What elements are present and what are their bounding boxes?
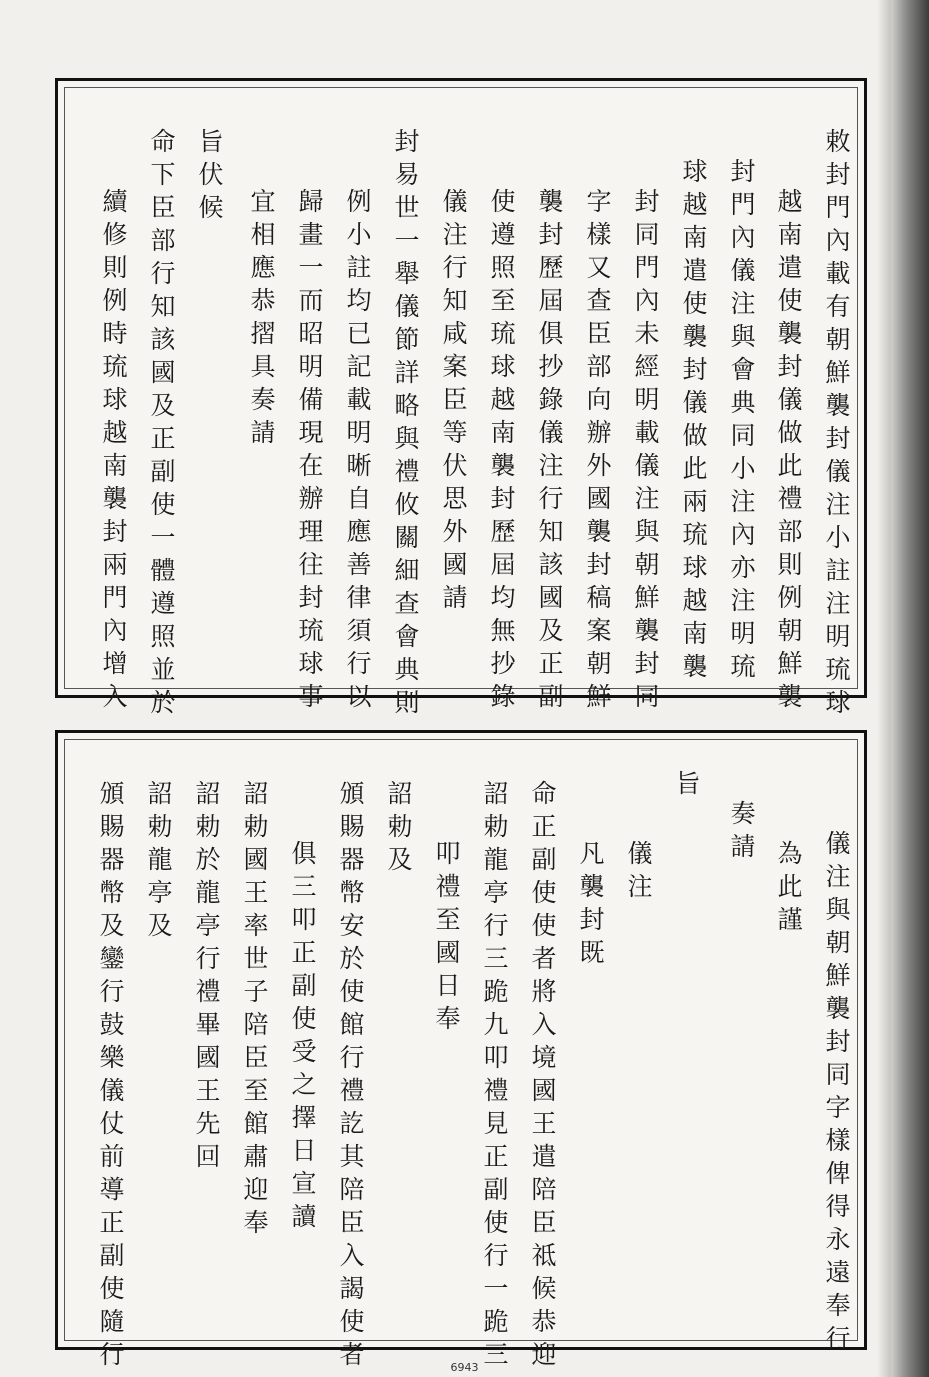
text-column: 封易世一舉儀節詳略與禮攸關細查會典則 [391,128,420,722]
text-column: 字樣又查臣部向辦外國襲封稿案朝鮮 [583,188,612,716]
text-column: 旨 [672,770,701,803]
text-column: 詔勅於龍亭行禮畢國王先回 [192,780,221,1176]
top-text-panel [55,78,867,722]
text-column: 詔勅及 [384,780,413,879]
text-column: 越南遣使襲封儀做此禮部則例朝鮮襲 [774,188,803,716]
text-column: 凡襲封既 [576,840,605,972]
text-column: 例小註均已記載明晰自應善律須行以 [343,188,372,716]
text-column: 詔勅國王率世子陪臣至館肅迎奉 [240,780,269,1242]
page-number: 6943 [450,1361,479,1374]
text-column: 儀注 [624,840,653,906]
text-column: 儀注行知咸案臣等伏思外國請 [439,188,468,617]
text-column: 歸畫一而昭明備現在辦理往封琉球事 [295,188,324,716]
text-column: 命正副使使者將入境國王遣陪臣祗候恭迎 [528,780,557,1374]
text-column: 續修則例時琉球越南襲封兩門內增入 [99,188,128,716]
text-column: 襲封歷屆俱抄錄儀注行知該國及正副 [535,188,564,716]
text-column: 命下臣部行知該國及正副使一體遵照並於 [147,128,176,722]
text-column: 封同門內未經明載儀注與朝鮮襲封同 [631,188,660,716]
text-column: 奏請 [727,800,756,866]
text-column: 詔勅龍亭及 [144,780,173,945]
text-column: 頒賜器幣及鑾行鼓樂儀仗前導正副使隨行 [96,780,125,1374]
text-column: 為此謹 [774,840,803,939]
text-column: 球越南遣使襲封儀做此兩琉球越南襲 [679,158,708,686]
text-column: 宜相應恭摺具奏請 [247,188,276,452]
text-column: 叩禮至國日奉 [432,840,461,1038]
text-column: 頒賜器幣安於使館行禮訖其陪臣入謁使者 [336,780,365,1374]
text-column: 使遵照至琉球越南襲封歷屆均無抄錄 [487,188,516,716]
binding-shadow [877,0,891,1377]
book-binding-edge [891,0,929,1377]
top-panel-inner-border [64,87,858,722]
text-column: 儀注與朝鮮襲封同字樣俾得永遠奉行 [822,830,851,1358]
text-column: 旨伏候 [195,128,224,227]
text-column: 詔勅龍亭行三跪九叩禮見正副使行一跪三 [480,780,509,1374]
text-column: 封門內儀注與會典同小注內亦注明琉 [727,158,756,686]
text-column: 敕封門內載有朝鮮襲封儀注小註注明琉球 [822,128,851,722]
text-column: 俱三叩正副使受之擇日宣讀 [288,840,317,1236]
